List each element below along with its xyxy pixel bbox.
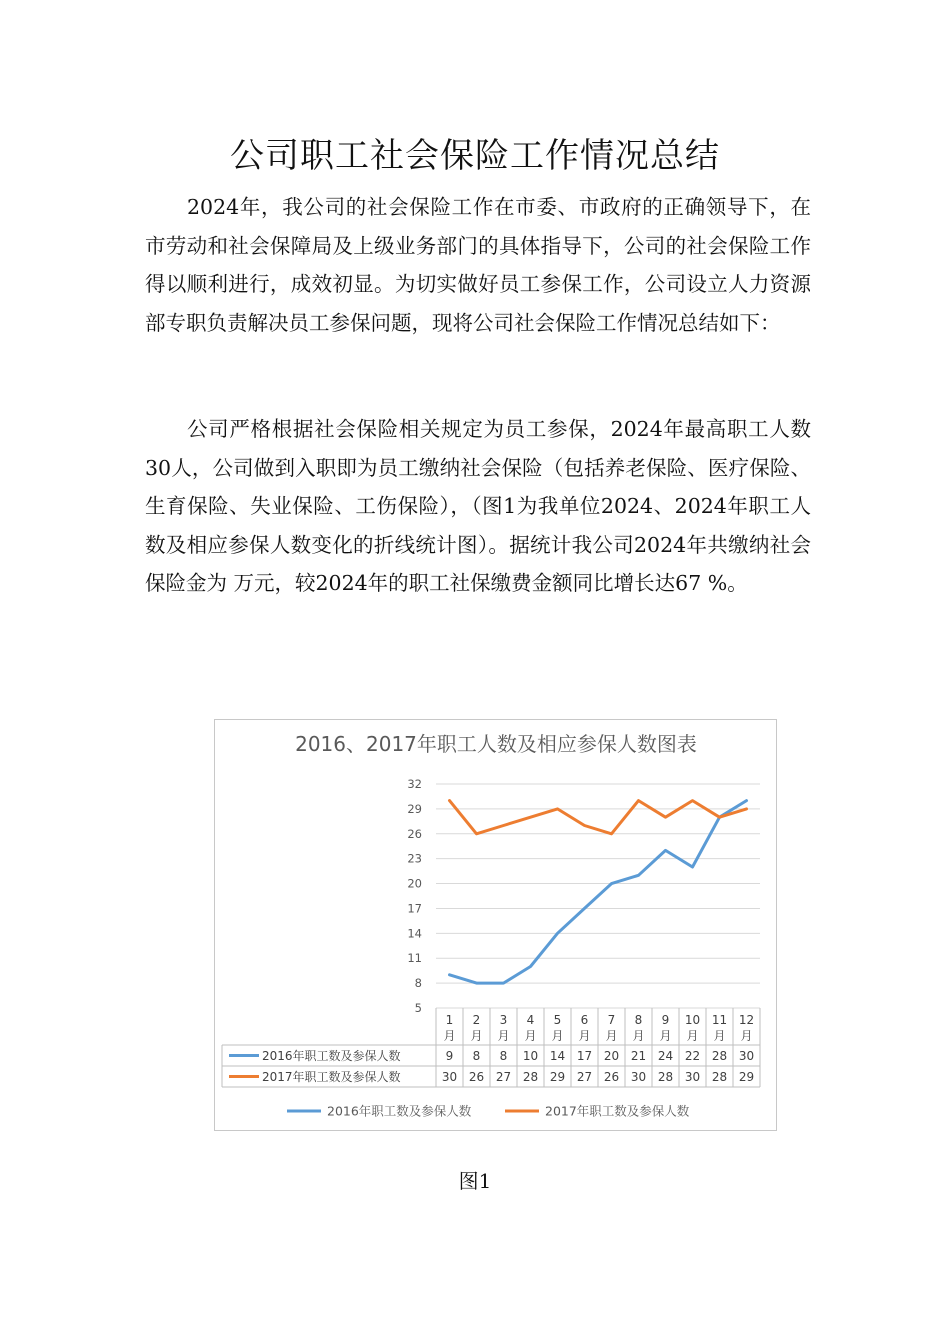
y-tick-label: 23	[407, 851, 422, 866]
table-data-label: 27	[576, 1070, 593, 1084]
x-category-label: 10 月	[684, 1013, 701, 1043]
y-tick-label: 8	[414, 976, 422, 991]
table-data-label: 24	[657, 1049, 674, 1063]
table-data-label: 20	[603, 1049, 620, 1063]
table-data-label: 30	[738, 1049, 755, 1063]
y-tick-label: 20	[407, 876, 422, 891]
x-category-label: 8 月	[632, 1013, 645, 1043]
table-data-label: 17	[576, 1049, 593, 1063]
legend-label: 2017年职工数及参保人数	[545, 1103, 690, 1119]
x-category-label: 2 月	[470, 1013, 483, 1043]
y-tick-label: 32	[407, 777, 422, 791]
y-tick-label: 17	[407, 901, 422, 916]
chart-title: 2016、2017年职工人数及相应参保人数图表	[295, 732, 697, 756]
x-category-label: 6 月	[578, 1013, 591, 1043]
table-data-label: 8	[472, 1049, 481, 1063]
table-data-label: 28	[711, 1070, 728, 1084]
table-data-label: 30	[684, 1070, 701, 1084]
details-paragraph: 公司严格根据社会保险相关规定为员工参保，2024年最高职工人数30人，公司做到入职即为员工缴纳社会保险（包括养老保险、医疗保险、生育保险、失业保险、工伤保险），（图1为我单位2024、2024年职工人数及相应参保人数变化的折线统计图）。据统计我公司2024年共缴纳社会保险金为 万元，较2024年的职工社保缴费金额同比增长达67 %。	[145, 417, 811, 595]
table-series-name: 2017年职工数及参保人数	[262, 1070, 401, 1084]
table-data-label: 10	[522, 1049, 539, 1063]
table-data-label: 22	[684, 1049, 701, 1063]
y-tick-label: 5	[414, 1001, 422, 1015]
table-data-label: 29	[549, 1070, 566, 1084]
x-category-label: 4 月	[524, 1013, 537, 1043]
series-line	[450, 801, 747, 834]
table-data-label: 9	[445, 1049, 454, 1063]
document-title: 公司职工社会保险工作情况总结	[230, 136, 720, 176]
y-tick-label: 14	[407, 926, 422, 941]
table-data-label: 26	[603, 1070, 620, 1084]
table-data-label: 26	[468, 1070, 485, 1084]
figure-caption: 图1	[458, 1169, 492, 1193]
table-data-label: 28	[711, 1049, 728, 1063]
y-tick-label: 26	[407, 826, 422, 841]
x-category-label: 5 月	[551, 1013, 564, 1043]
y-tick-label: 11	[407, 951, 422, 966]
x-category-label: 9 月	[659, 1013, 672, 1043]
chart-canvas	[215, 720, 778, 1132]
line-chart	[214, 719, 777, 1131]
x-category-label: 7 月	[605, 1013, 618, 1043]
table-series-name: 2016年职工数及参保人数	[262, 1049, 401, 1063]
y-tick-label: 29	[407, 801, 422, 816]
x-category-label: 12 月	[738, 1013, 755, 1043]
table-data-label: 28	[657, 1070, 674, 1084]
table-data-label: 27	[495, 1070, 512, 1084]
table-data-label: 21	[630, 1049, 647, 1063]
table-data-label: 30	[630, 1070, 647, 1084]
table-data-label: 8	[499, 1049, 508, 1063]
intro-paragraph: 2024年，我公司的社会保险工作在市委、市政府的正确领导下，在市劳动和社会保障局及上级业务部门的具体指导下，公司的社会保险工作得以顺利进行，成效初显。为切实做好员工参保工作，公司设立人力资源部专职负责解决员工参保问题，现将公司社会保险工作情况总结如下：	[145, 195, 811, 335]
table-data-label: 29	[738, 1070, 755, 1084]
table-data-label: 14	[549, 1049, 566, 1063]
x-category-label: 1 月	[443, 1013, 456, 1043]
x-category-label: 11 月	[711, 1013, 728, 1043]
legend-label: 2016年职工数及参保人数	[327, 1103, 472, 1119]
table-data-label: 28	[522, 1070, 539, 1084]
table-data-label: 30	[441, 1070, 458, 1084]
x-category-label: 3 月	[497, 1013, 510, 1043]
